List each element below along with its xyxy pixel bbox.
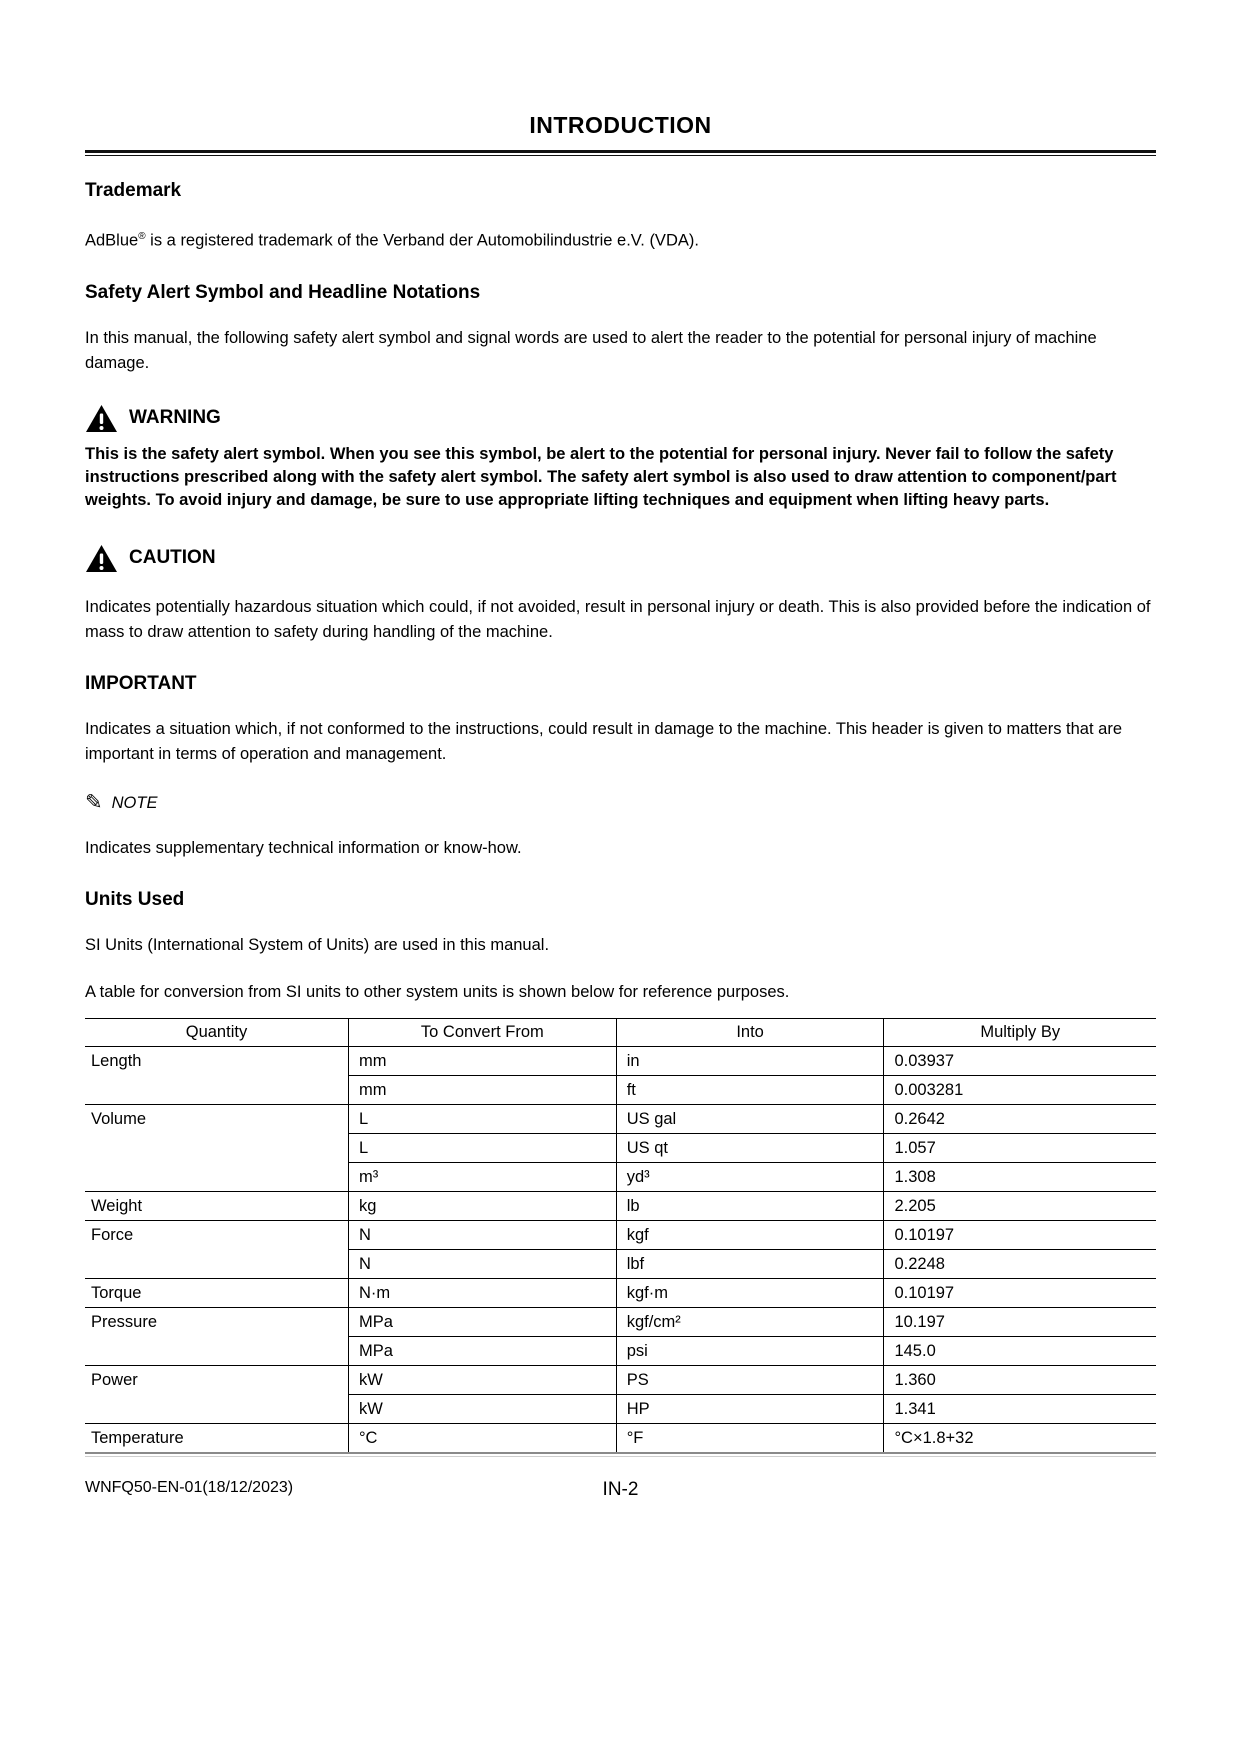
warning-header	[85, 404, 1156, 433]
multiply-cell: 1.341	[884, 1394, 1156, 1423]
caution-body: Indicates potentially hazardous situation which could, if not avoided, result in personal injury or death. This is also provided before the indication of mass to draw attention to safety during handling of the machine.	[85, 597, 1151, 641]
into-cell: ft	[616, 1075, 884, 1104]
quantity-cell: Pressure	[85, 1307, 348, 1365]
quantity-cell: Length	[85, 1046, 348, 1104]
into-cell: lb	[616, 1191, 884, 1220]
from-cell: N	[348, 1220, 616, 1249]
from-cell: MPa	[348, 1336, 616, 1365]
warning-label: WARNING	[129, 407, 221, 428]
table-header-row	[85, 1018, 1156, 1046]
table-row	[85, 1104, 1156, 1133]
multiply-cell: 0.10197	[884, 1220, 1156, 1249]
multiply-cell: °C×1.8+32	[884, 1423, 1156, 1452]
multiply-cell: 145.0	[884, 1336, 1156, 1365]
quantity-cell: Volume	[85, 1104, 348, 1191]
conversion-table-body	[85, 1046, 1156, 1452]
warning-triangle-icon	[85, 404, 118, 433]
into-cell: °F	[616, 1423, 884, 1452]
caution-header	[85, 544, 1156, 573]
units-line2: A table for conversion from SI units to other system units is shown below for reference purposes.	[85, 982, 790, 1001]
into-cell: US qt	[616, 1133, 884, 1162]
into-cell: PS	[616, 1365, 884, 1394]
table-row	[85, 1220, 1156, 1249]
header-into: Into	[616, 1018, 884, 1046]
from-cell: kg	[348, 1191, 616, 1220]
quantity-cell: Weight	[85, 1191, 348, 1220]
table-row	[85, 1307, 1156, 1336]
quantity-cell: Torque	[85, 1278, 348, 1307]
from-cell: N·m	[348, 1278, 616, 1307]
pencil-icon: ✎	[85, 790, 103, 814]
from-cell: °C	[348, 1423, 616, 1452]
quantity-cell: Power	[85, 1365, 348, 1423]
footer-rule	[85, 1452, 1156, 1457]
important-heading: IMPORTANT	[85, 672, 197, 694]
note-label: NOTE	[111, 793, 158, 812]
into-cell: HP	[616, 1394, 884, 1423]
doc-code: WNFQ50-EN-01(18/12/2023)	[85, 1479, 294, 1496]
multiply-cell: 1.057	[884, 1133, 1156, 1162]
from-cell: kW	[348, 1365, 616, 1394]
table-row	[85, 1278, 1156, 1307]
multiply-cell: 0.10197	[884, 1278, 1156, 1307]
registered-trademark-symbol: ®	[138, 231, 146, 242]
from-cell: L	[348, 1104, 616, 1133]
multiply-cell: 2.205	[884, 1191, 1156, 1220]
caution-label: CAUTION	[129, 547, 216, 568]
from-cell: kW	[348, 1394, 616, 1423]
warning-body: This is the safety alert symbol. When you see this symbol, be alert to the potential for personal injury. Never fail to follow the safety instructions prescribed along with the safety alert symbol. The safety alert symbol is also used to draw attention to component/part weights. To avoid injury and damage, be sure to use appropriate lifting techniques and equipment when lifting heavy parts.	[85, 444, 1117, 509]
into-cell: kgf	[616, 1220, 884, 1249]
trademark-body-text: AdBlue	[85, 231, 139, 250]
table-row	[85, 1191, 1156, 1220]
header-quantity: Quantity	[85, 1018, 348, 1046]
into-cell: yd³	[616, 1162, 884, 1191]
important-body: Indicates a situation which, if not conformed to the instructions, could result in damage to the machine. This header is given to matters that are important in terms of operation and management.	[85, 719, 1123, 763]
units-heading: Units Used	[85, 888, 185, 910]
multiply-cell: 0.03937	[884, 1046, 1156, 1075]
multiply-cell: 10.197	[884, 1307, 1156, 1336]
from-cell: mm	[348, 1075, 616, 1104]
page-footer	[85, 1452, 1156, 1500]
multiply-cell: 0.2248	[884, 1249, 1156, 1278]
header-convert-from: To Convert From	[348, 1018, 616, 1046]
page-title: INTRODUCTION	[529, 112, 712, 138]
table-row	[85, 1046, 1156, 1075]
safety-heading: Safety Alert Symbol and Headline Notations	[85, 281, 481, 303]
caution-triangle-icon	[85, 544, 118, 573]
into-cell: kgf·m	[616, 1278, 884, 1307]
header-multiply-by: Multiply By	[884, 1018, 1156, 1046]
trademark-heading: Trademark	[85, 180, 182, 201]
safety-intro: In this manual, the following safety alert symbol and signal words are used to alert the reader to the potential for personal injury of machine damage.	[85, 328, 1097, 372]
multiply-cell: 1.360	[884, 1365, 1156, 1394]
into-cell: lbf	[616, 1249, 884, 1278]
conversion-table-head	[85, 1018, 1156, 1046]
conversion-table	[85, 1018, 1156, 1453]
units-line1: SI Units (International System of Units) are used in this manual.	[85, 935, 550, 954]
into-cell: kgf/cm²	[616, 1307, 884, 1336]
title-rule	[85, 150, 1156, 156]
multiply-cell: 0.2642	[884, 1104, 1156, 1133]
trademark-body	[85, 224, 1156, 254]
multiply-cell: 0.003281	[884, 1075, 1156, 1104]
quantity-cell: Force	[85, 1220, 348, 1278]
into-cell: psi	[616, 1336, 884, 1365]
from-cell: N	[348, 1249, 616, 1278]
note-body: Indicates supplementary technical information or know-how.	[85, 838, 522, 857]
table-row	[85, 1365, 1156, 1394]
into-cell: in	[616, 1046, 884, 1075]
from-cell: MPa	[348, 1307, 616, 1336]
from-cell: m³	[348, 1162, 616, 1191]
trademark-body-rest: is a registered trademark of the Verband der Automobilindustrie e.V. (VDA).	[145, 231, 699, 250]
page-number: IN-2	[602, 1479, 639, 1500]
multiply-cell: 1.308	[884, 1162, 1156, 1191]
from-cell: L	[348, 1133, 616, 1162]
footer-row	[85, 1479, 1156, 1500]
from-cell: mm	[348, 1046, 616, 1075]
table-row	[85, 1423, 1156, 1452]
note-header	[85, 790, 1156, 814]
into-cell: US gal	[616, 1104, 884, 1133]
quantity-cell: Temperature	[85, 1423, 348, 1452]
